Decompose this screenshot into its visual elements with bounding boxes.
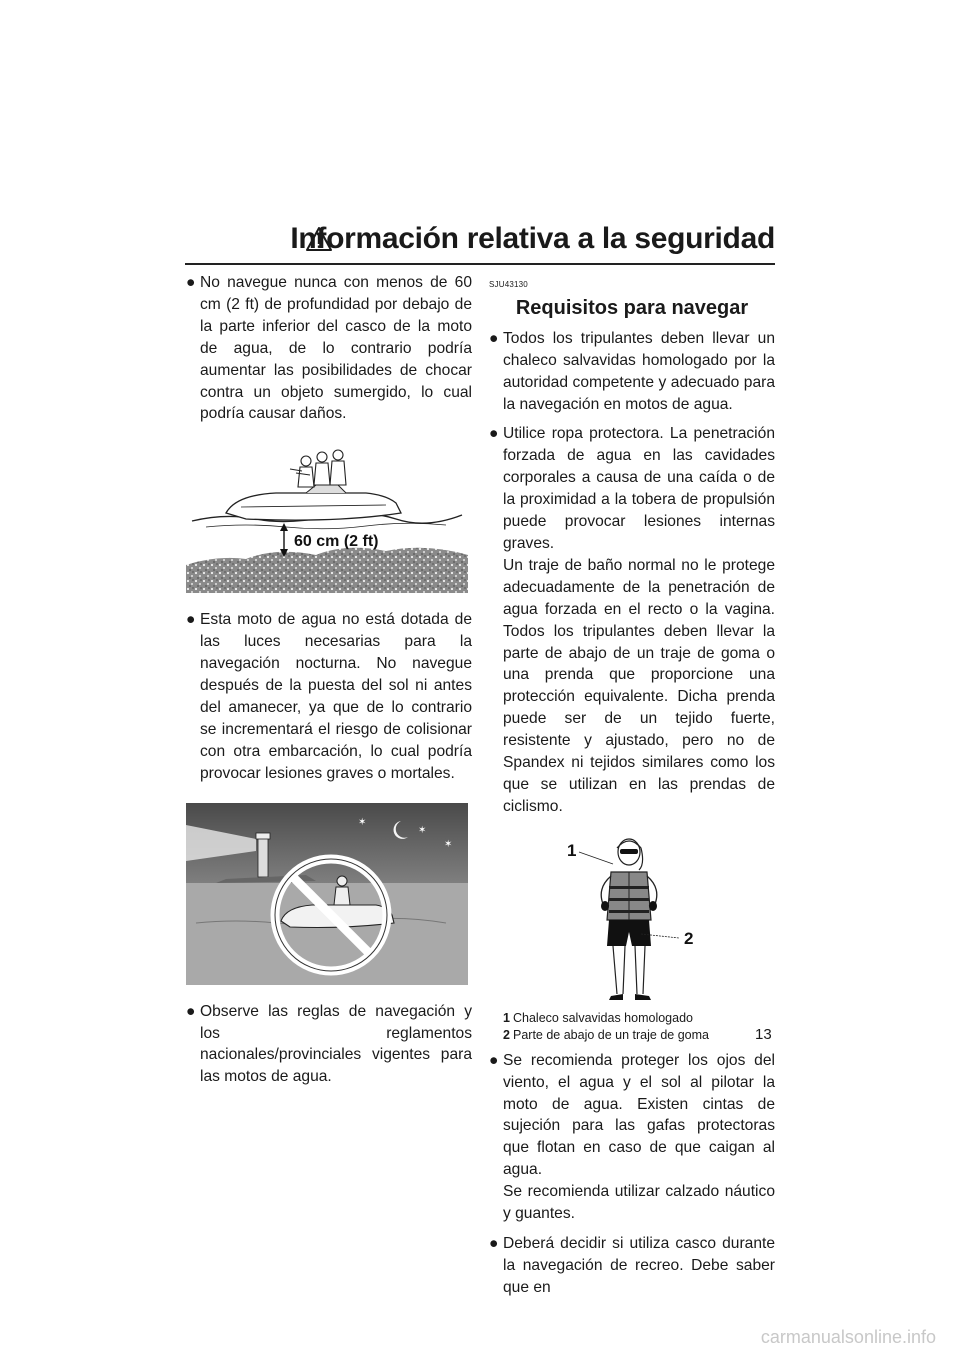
figure-caption: 1 Chaleco salvavidas homologado 2 Parte de abajo de un traje de goma	[503, 1010, 709, 1042]
svg-text:✶: ✶	[444, 838, 453, 850]
bullet-icon: ●	[489, 1051, 499, 1069]
page-header	[185, 222, 775, 262]
depth-illustration	[186, 443, 468, 593]
callout-1: 1	[567, 840, 577, 860]
callout-2: 2	[684, 928, 694, 948]
depth-label: 60 cm (2 ft)	[294, 533, 379, 551]
svg-text:✶: ✶	[358, 816, 367, 828]
bullet-icon: ●	[186, 611, 196, 629]
list-item: ● Se recomienda proteger los ojos del viento, el agua y el sol al pilotar la moto de agua. Existen cintas de sujeción para las gafas protectoras que flotan en caso de que caigan al agua. Se recomienda utilizar calzado náutico y guantes.	[489, 1051, 775, 1223]
section-code: SJU43130	[489, 280, 528, 289]
bullet-icon: ●	[186, 1002, 196, 1020]
watermark: carmanualsonline.info	[760, 1327, 936, 1347]
bullet-icon: ●	[489, 425, 499, 443]
section-title: Requisitos para navegar	[515, 296, 749, 319]
list-item: ● No navegue nunca con menos de 60 cm (2 ft) de profundidad por debajo de la parte inferior del casco de la moto de agua, de lo contrario podría aumentar las posibilidades de chocar contra un objeto sumergido, lo cual podría causar daños.	[186, 274, 472, 423]
list-item: ● Observe las reglas de navegación y los reglamentos nacionales/provinciales vigentes para las motos de agua.	[186, 1002, 472, 1086]
list-item: ● Deberá decidir si utiliza casco durante la navegación de recreo. Debe saber que en	[489, 1235, 775, 1296]
header-rule	[185, 263, 775, 265]
bullet-icon: ●	[489, 1235, 499, 1252]
page-number: 13	[755, 1026, 772, 1043]
bullet-icon: ●	[489, 329, 499, 347]
list-item: ● Utilice ropa protectora. La penetración forzada de agua en las cavidades corporales a causa de una caída o de la proximidad a la tobera de propulsión puede provocar lesiones internas graves. Un traje de baño normal no le protege adecuadamente de la penetración de agua forzada en el recto o la vagina. Todos los tripulantes deben llevar la parte de abajo de un traje de goma o una prenda que proporcione una protección equivalente. Dicha prenda puede ser de un tejido fuerte, resistente y ajustado, pero no de Spandex ni tejidos similares como los que se utilizan en las prendas de ciclismo.	[489, 425, 775, 815]
page-title: Información relativa a la seguridad	[290, 222, 775, 255]
list-item: ● Esta moto de agua no está dotada de las luces necesarias para la navegación nocturna. No navegue después de la puesta del sol ni antes del amanecer, ya que de lo contrario se incrementará el riesgo de colisionar con otra embarcación, lo cual podría provocar lesiones graves o mortales.	[186, 611, 472, 782]
svg-text:✶: ✶	[418, 824, 427, 836]
left-column	[186, 272, 472, 1096]
bullet-icon: ●	[186, 274, 196, 291]
night-prohibited-illustration	[186, 803, 468, 985]
list-item: ● Todos los tripulantes deben llevar un chaleco salvavidas homologado por la autoridad competente y adecuado para la navegación en motos de agua.	[489, 329, 775, 413]
life-vest-illustration	[489, 834, 771, 1006]
right-column	[489, 272, 775, 1307]
